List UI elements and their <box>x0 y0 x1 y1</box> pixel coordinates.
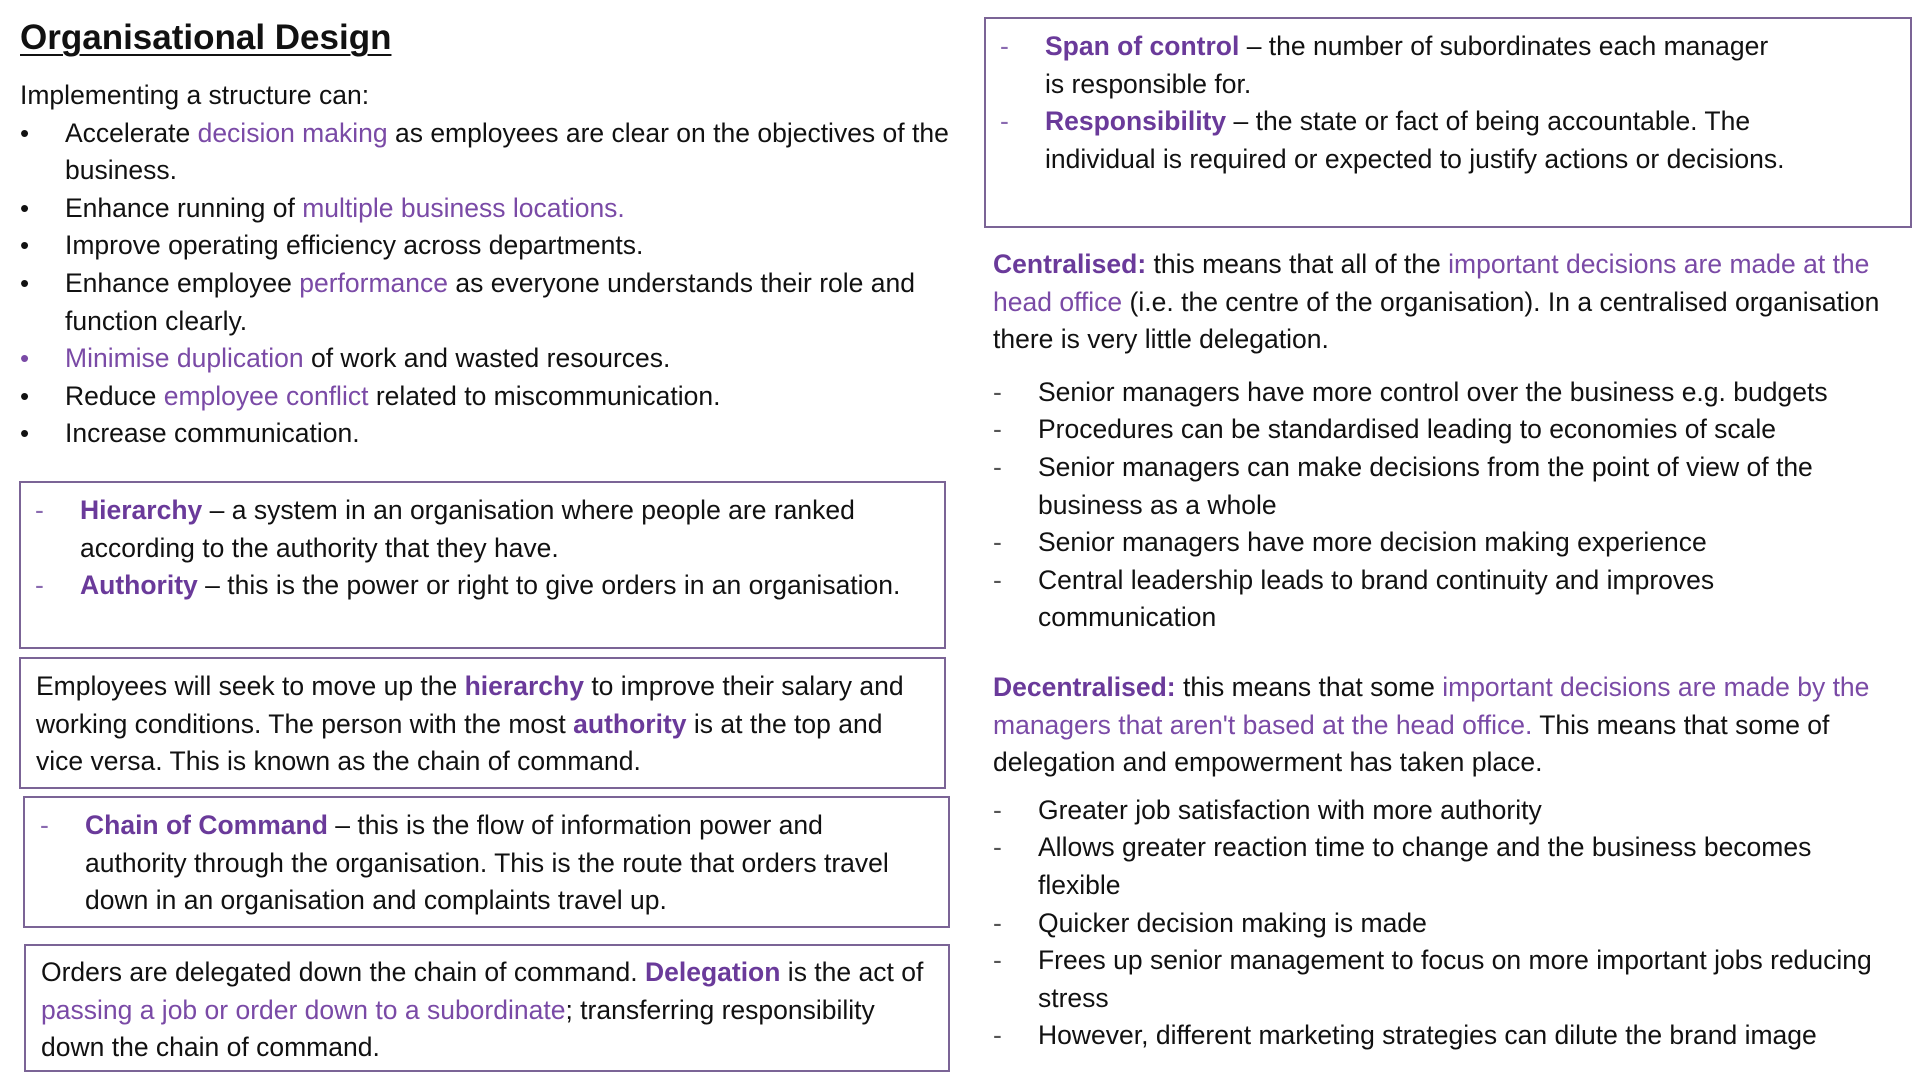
dash-icon: - <box>993 1020 1002 1051</box>
page-title: Organisational Design <box>20 18 392 57</box>
definition-responsibility: - Responsibility – the state or fact of being accountable. The individual is required or expected to justify actions or decisions. <box>1000 103 1790 178</box>
list-item: - Allows greater reaction time to change and the business becomes flexible <box>993 829 1893 904</box>
definition-span-of-control: - Span of control – the number of subordinates each manager is responsible for. <box>1000 28 1790 103</box>
delegation-box: Orders are delegated down the chain of command. Delegation is the act of passing a job or order down to a subordinate; transferring responsibility down the chain of command. <box>24 944 950 1072</box>
list-item: - Greater job satisfaction with more authority <box>993 792 1893 830</box>
dash-icon: - <box>993 832 1002 863</box>
dash-icon: - <box>993 564 1002 595</box>
centralised-points <box>993 374 1893 637</box>
dash-icon: - <box>993 414 1002 445</box>
chain-of-command-box <box>23 796 950 928</box>
dash-icon: - <box>993 945 1002 976</box>
centralised-definition: Centralised: this means that all of the important decisions are made at the head office (i.e. the centre of the organisation). In a centralised organisation there is very little delegation. <box>993 249 1880 355</box>
hierarchy-definition-box <box>19 481 946 649</box>
list-item: - However, different marketing strategies can dilute the brand image <box>993 1017 1893 1055</box>
list-item: - Procedures can be standardised leading to economies of scale <box>993 411 1893 449</box>
bullet-icon: • <box>20 117 30 148</box>
dash-icon: - <box>993 376 1002 407</box>
dash-icon: - <box>993 794 1002 825</box>
definition-hierarchy: - Hierarchy – a system in an organisation where people are ranked according to the authority that they have. <box>35 492 924 567</box>
dash-icon: - <box>1000 31 1009 61</box>
centralised-section <box>993 246 1893 637</box>
list-item: - Frees up senior management to focus on more important jobs reducing stress <box>993 942 1893 1017</box>
list-item: • Enhance employee performance as everyone understands their role and function clearly. <box>20 265 950 340</box>
list-item: • Reduce employee conflict related to miscommunication. <box>20 378 950 416</box>
decentralised-section <box>993 669 1893 1055</box>
list-item: - Senior managers have more decision making experience <box>993 524 1893 562</box>
intro-section <box>20 77 950 453</box>
list-item: • Increase communication. <box>20 415 950 453</box>
dash-icon: - <box>993 527 1002 558</box>
dash-icon: - <box>35 495 44 525</box>
dash-icon: - <box>1000 106 1009 137</box>
list-item: • Minimise duplication of work and wasted resources. <box>20 340 950 378</box>
list-item: • Accelerate decision making as employees are clear on the objectives of the business. <box>20 115 950 190</box>
dash-icon: - <box>40 810 49 840</box>
bullet-icon: • <box>20 418 30 449</box>
list-item: - Quicker decision making is made <box>993 905 1893 943</box>
dash-icon: - <box>993 451 1002 482</box>
bullet-icon: • <box>20 380 30 411</box>
intro-lead: Implementing a structure can: <box>20 80 370 110</box>
list-item: • Improve operating efficiency across departments. <box>20 227 950 265</box>
bullet-icon: • <box>20 343 30 374</box>
list-item: • Enhance running of multiple business locations. <box>20 190 950 228</box>
list-item: - Central leadership leads to brand continuity and improves communication <box>993 562 1893 637</box>
employees-hierarchy-box: Employees will seek to move up the hierarchy to improve their salary and working conditions. The person with the most authority is at the top and vice versa. This is known as the chain of command. <box>19 657 946 789</box>
bullet-icon: • <box>20 267 30 298</box>
definition-authority: - Authority – this is the power or right to give orders in an organisation. <box>35 567 924 605</box>
list-item: - Senior managers can make decisions from the point of view of the business as a whole <box>993 449 1893 524</box>
bullet-icon: • <box>20 192 30 223</box>
decentralised-points <box>993 792 1893 1055</box>
definition-chain-of-command: - Chain of Command – this is the flow of information power and authority through the organisation. This is the route that orders travel down in an organisation and complaints travel up. <box>40 807 928 920</box>
dash-icon: - <box>35 570 44 601</box>
bullet-icon: • <box>20 230 30 261</box>
decentralised-definition: Decentralised: this means that some important decisions are made by the managers that aren't based at the head office. This means that some of delegation and empowerment has taken place. <box>993 672 1870 778</box>
span-responsibility-box <box>984 17 1912 228</box>
list-item: - Senior managers have more control over the business e.g. budgets <box>993 374 1893 412</box>
intro-bullet-list <box>20 115 950 453</box>
dash-icon: - <box>993 907 1002 938</box>
